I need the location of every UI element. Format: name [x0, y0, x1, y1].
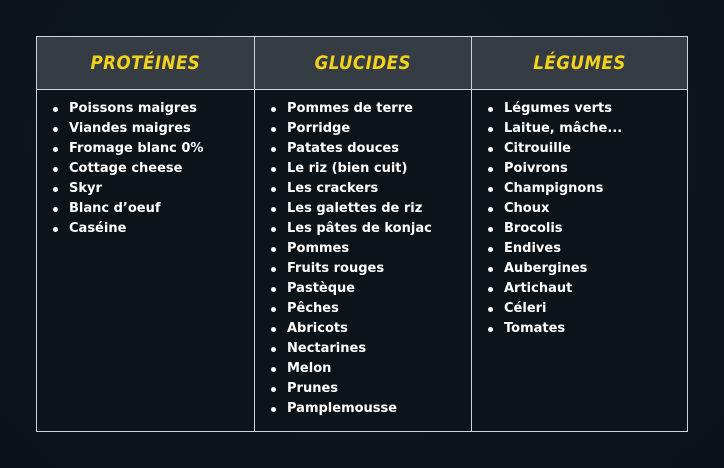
bullet-icon	[53, 127, 58, 132]
bullet-icon	[488, 107, 493, 112]
list-item	[269, 119, 471, 139]
list-item-label: Laitue, mâche...	[504, 121, 623, 136]
list-item	[486, 239, 687, 259]
bullet-icon	[53, 207, 58, 212]
header-title-proteines: PROTÉINES	[90, 52, 201, 74]
list-item-label: Pastèque	[287, 281, 356, 296]
bullet-icon	[271, 287, 276, 292]
bullet-icon	[488, 227, 493, 232]
list-item-label: Céleri	[504, 301, 547, 316]
bullet-icon	[488, 287, 493, 292]
list-item	[486, 199, 687, 219]
list-item-label: Porridge	[287, 121, 351, 136]
list-legumes	[472, 90, 687, 339]
bullet-icon	[488, 307, 493, 312]
bullet-icon	[271, 227, 276, 232]
list-item-label: Citrouille	[504, 141, 571, 156]
bullet-icon	[488, 247, 493, 252]
header-title-legumes: LÉGUMES	[533, 52, 626, 74]
list-item	[269, 379, 471, 399]
list-item-label: Fromage blanc 0%	[69, 141, 204, 156]
header-proteines	[37, 37, 254, 90]
list-item	[269, 219, 471, 239]
column-glucides	[254, 90, 471, 431]
bullet-icon	[53, 187, 58, 192]
list-item	[486, 119, 687, 139]
list-item	[486, 259, 687, 279]
header-title-glucides: GLUCIDES	[314, 52, 412, 74]
header-legumes	[471, 37, 687, 90]
list-item-label: Les galettes de riz	[287, 201, 423, 216]
list-item	[269, 159, 471, 179]
list-item	[486, 159, 687, 179]
bullet-icon	[53, 167, 58, 172]
list-item	[486, 219, 687, 239]
list-item-label: Skyr	[69, 181, 102, 196]
list-item-label: Tomates	[504, 321, 566, 336]
bullet-icon	[53, 107, 58, 112]
list-item-label: Prunes	[287, 381, 339, 396]
list-item-label: Melon	[287, 361, 332, 376]
bullet-icon	[271, 307, 276, 312]
bullet-icon	[488, 267, 493, 272]
bullet-icon	[271, 107, 276, 112]
list-item-label: Poivrons	[504, 161, 568, 176]
bullet-icon	[271, 327, 276, 332]
list-item-label: Viandes maigres	[69, 121, 191, 136]
bullet-icon	[53, 147, 58, 152]
list-item	[269, 99, 471, 119]
bullet-icon	[488, 327, 493, 332]
list-item-label: Blanc d’oeuf	[69, 201, 161, 216]
list-item	[51, 119, 254, 139]
list-item	[269, 299, 471, 319]
list-item	[486, 319, 687, 339]
bullet-icon	[271, 247, 276, 252]
bullet-icon	[271, 127, 276, 132]
list-item-label: Pommes	[287, 241, 350, 256]
list-item-label: Caséine	[69, 221, 127, 236]
list-item	[51, 179, 254, 199]
column-proteines	[37, 90, 254, 431]
bullet-icon	[488, 207, 493, 212]
list-item-label: Endives	[504, 241, 561, 256]
list-item-label: Pommes de terre	[287, 101, 413, 116]
bullet-icon	[271, 207, 276, 212]
list-item	[486, 99, 687, 119]
list-item	[269, 399, 471, 419]
list-item	[269, 319, 471, 339]
bullet-icon	[488, 187, 493, 192]
list-item-label: Abricots	[287, 321, 348, 336]
list-item-label: Champignons	[504, 181, 604, 196]
list-item-label: Nectarines	[287, 341, 367, 356]
food-table	[36, 36, 688, 432]
list-item	[486, 279, 687, 299]
header-glucides	[254, 37, 471, 90]
bullet-icon	[271, 167, 276, 172]
list-item-label: Le riz (bien cuit)	[287, 161, 408, 176]
list-item	[486, 179, 687, 199]
column-legumes	[471, 90, 687, 431]
bullet-icon	[271, 347, 276, 352]
list-item-label: Pêches	[287, 301, 339, 316]
list-glucides	[255, 90, 471, 419]
list-item-label: Patates douces	[287, 141, 399, 156]
list-item-label: Les pâtes de konjac	[287, 221, 432, 236]
list-item-label: Les crackers	[287, 181, 379, 196]
list-item-label: Aubergines	[504, 261, 588, 276]
list-item-label: Cottage cheese	[69, 161, 183, 176]
bullet-icon	[488, 127, 493, 132]
list-item	[269, 179, 471, 199]
list-item-label: Brocolis	[504, 221, 563, 236]
list-item-label: Choux	[504, 201, 550, 216]
list-item-label: Fruits rouges	[287, 261, 385, 276]
bullet-icon	[271, 367, 276, 372]
list-item	[269, 339, 471, 359]
list-item-label: Pamplemousse	[287, 401, 398, 416]
list-item	[269, 359, 471, 379]
list-item-label: Légumes verts	[504, 101, 612, 116]
bullet-icon	[271, 267, 276, 272]
bullet-icon	[271, 407, 276, 412]
bullet-icon	[53, 227, 58, 232]
bullet-icon	[488, 167, 493, 172]
bullet-icon	[271, 187, 276, 192]
list-item-label: Poissons maigres	[69, 101, 197, 116]
list-item	[486, 299, 687, 319]
list-item	[51, 219, 254, 239]
list-item	[51, 199, 254, 219]
list-item	[269, 199, 471, 219]
bullet-icon	[271, 387, 276, 392]
bullet-icon	[488, 147, 493, 152]
list-item	[51, 99, 254, 119]
list-item	[486, 139, 687, 159]
list-item-label: Artichaut	[504, 281, 573, 296]
list-item	[51, 139, 254, 159]
list-item	[269, 279, 471, 299]
list-item	[269, 239, 471, 259]
list-proteines	[37, 90, 254, 239]
list-item	[51, 159, 254, 179]
bullet-icon	[271, 147, 276, 152]
list-item	[269, 259, 471, 279]
list-item	[269, 139, 471, 159]
